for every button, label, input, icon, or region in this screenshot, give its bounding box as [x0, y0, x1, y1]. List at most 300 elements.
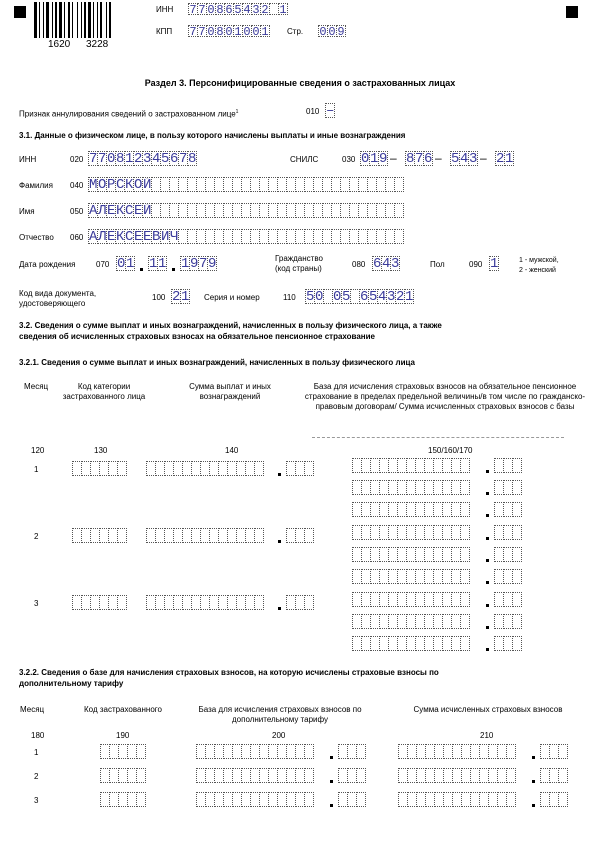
- barcode-bar: [106, 2, 107, 38]
- s322-heading-2: дополнительному тарифу: [19, 679, 124, 688]
- char-cell: 1: [279, 3, 287, 15]
- decimal-dot: [486, 559, 489, 562]
- char-cell: 1: [126, 256, 135, 271]
- char-cell: 2: [496, 151, 505, 166]
- s322-code-base: 200: [272, 731, 286, 740]
- insured-code-field[interactable]: [100, 768, 145, 783]
- char-cell: [304, 768, 314, 783]
- char-cell: Л: [98, 229, 107, 244]
- barcode-bar: [88, 2, 91, 38]
- decimal-dot: [486, 514, 489, 517]
- char-cell: В: [152, 229, 161, 244]
- decimal-dot: [486, 626, 489, 629]
- extra-sum-fraction-field[interactable]: [540, 792, 567, 807]
- base-integer-field[interactable]: [352, 569, 469, 584]
- char-cell: [460, 614, 470, 629]
- decimal-dot: [330, 756, 333, 759]
- name-field[interactable]: [88, 203, 403, 218]
- page-label: Стр.: [287, 27, 304, 36]
- sum-fraction-field[interactable]: [286, 528, 313, 543]
- corner-marker-right: [566, 6, 578, 18]
- char-cell: Е: [143, 229, 152, 244]
- s321-code-base: 150/160/170: [428, 446, 473, 455]
- doc-field[interactable]: [171, 289, 189, 304]
- char-cell: 8: [216, 3, 224, 15]
- sex-hint-1: 1 - мужской,: [519, 257, 559, 264]
- base-fraction-field[interactable]: [494, 458, 521, 473]
- char-cell: [512, 569, 522, 584]
- char-cell: [136, 744, 146, 759]
- char-cell: [304, 744, 314, 759]
- char-cell: 4: [382, 256, 391, 271]
- char-cell: А: [89, 229, 98, 244]
- base-integer-field[interactable]: [352, 525, 469, 540]
- char-cell: 6: [225, 3, 233, 15]
- barcode-bar: [109, 2, 111, 38]
- char-cell: 6: [170, 151, 179, 166]
- category-code-field[interactable]: [72, 461, 126, 476]
- s322-col-month: Месяц: [20, 705, 45, 714]
- s321-col-category: Код категории застрахованного лица: [62, 382, 146, 401]
- sum-fraction-field[interactable]: [286, 595, 313, 610]
- base-fraction-field[interactable]: [494, 592, 521, 607]
- barcode-bar: [93, 2, 94, 38]
- month-row-label: 3: [34, 796, 39, 805]
- char-cell: [506, 792, 516, 807]
- s321-col-sum: Сумма выплат и иных вознаграждений: [189, 382, 271, 401]
- char-cell: 3: [469, 151, 478, 166]
- char-cell: К: [116, 229, 125, 244]
- barcode-bar: [72, 2, 73, 38]
- char-cell: Й: [143, 177, 152, 192]
- char-cell: [356, 768, 366, 783]
- base-integer-field[interactable]: [352, 458, 469, 473]
- extra-base-integer-field[interactable]: [196, 768, 313, 783]
- char-cell: 8: [406, 151, 415, 166]
- char-cell: [460, 458, 470, 473]
- char-cell: С: [116, 177, 125, 192]
- barcode-bar: [52, 2, 53, 38]
- char-cell: [304, 528, 314, 543]
- char-cell: 0: [361, 151, 370, 166]
- char-cell: 0: [117, 256, 126, 271]
- birth-dot-1: [140, 268, 143, 271]
- char-cell: [512, 614, 522, 629]
- doc-code: 100: [152, 293, 166, 302]
- char-cell: С: [125, 203, 134, 218]
- char-cell: [136, 792, 146, 807]
- snils-part-4[interactable]: [495, 151, 513, 166]
- char-cell: 7: [179, 151, 188, 166]
- char-cell: [558, 768, 568, 783]
- series-code: 110: [283, 293, 296, 302]
- barcode-bar: [84, 2, 86, 38]
- char-cell: [254, 595, 264, 610]
- char-cell: С: [125, 229, 134, 244]
- snils-part-3[interactable]: [450, 151, 477, 166]
- extra-base-integer-field[interactable]: [196, 792, 313, 807]
- char-cell: 3: [143, 151, 152, 166]
- series-field[interactable]: [305, 289, 413, 304]
- decimal-dot: [278, 607, 281, 610]
- char-cell: 0: [207, 25, 215, 37]
- barcode-bar: [39, 2, 40, 38]
- header-kpp-field[interactable]: [188, 25, 269, 37]
- char-cell: [304, 792, 314, 807]
- extra-base-fraction-field[interactable]: [338, 792, 365, 807]
- s322-code-code: 190: [116, 731, 130, 740]
- snils-part-2[interactable]: [405, 151, 432, 166]
- s322-col-base: База для исчисления страховых взносов по дополнительному тарифу: [198, 705, 362, 724]
- s32-heading-2: сведения об исчисленных страховых взносах на обязательное пенсионное страхование: [19, 332, 375, 341]
- char-cell: 0: [207, 3, 215, 15]
- char-cell: [356, 744, 366, 759]
- char-cell: 4: [152, 151, 161, 166]
- sex-field[interactable]: [489, 256, 498, 271]
- barcode-bar: [68, 2, 70, 38]
- category-code-field[interactable]: [72, 528, 126, 543]
- char-cell: [512, 636, 522, 651]
- sex-label: Пол: [430, 260, 445, 269]
- base-integer-field[interactable]: [352, 614, 469, 629]
- char-cell: 7: [199, 256, 208, 271]
- char-cell: 3: [387, 289, 396, 304]
- header-inn-label: ИНН: [156, 5, 174, 14]
- barcode-bar: [34, 2, 37, 38]
- char-cell: 5: [342, 289, 351, 304]
- extra-sum-fraction-field[interactable]: [540, 768, 567, 783]
- char-cell: 7: [189, 25, 197, 37]
- char-cell: [394, 177, 404, 192]
- snils-code: 030: [342, 155, 356, 164]
- decimal-dot: [486, 537, 489, 540]
- citizenship-field[interactable]: [372, 256, 399, 271]
- char-cell: [394, 229, 404, 244]
- month-row-label: 2: [34, 532, 39, 541]
- char-cell: Е: [134, 229, 143, 244]
- base-fraction-field[interactable]: [494, 547, 521, 562]
- snils-label: СНИЛС: [290, 155, 319, 164]
- month-row-label: 3: [34, 599, 39, 608]
- char-cell: О: [98, 177, 107, 192]
- decimal-dot: [532, 804, 535, 807]
- extra-base-fraction-field[interactable]: [338, 768, 365, 783]
- base-integer-field[interactable]: [352, 480, 469, 495]
- char-cell: 1: [505, 151, 514, 166]
- barcode-bar: [100, 2, 102, 38]
- char-cell: 3: [252, 3, 260, 15]
- char-cell: [558, 744, 568, 759]
- char-cell: [136, 768, 146, 783]
- base-fraction-field[interactable]: [494, 569, 521, 584]
- s32-heading-1: 3.2. Сведения о сумме выплат и иных вознаграждений, начисленных в пользу физического лица, а также: [19, 321, 442, 330]
- birth-month-field[interactable]: [148, 256, 166, 271]
- char-cell: 5: [306, 289, 315, 304]
- corner-marker-left: [14, 6, 26, 18]
- person-heading: 3.1. Данные о физическом лице, в пользу которого начислены выплаты и иные вознаграждения: [19, 131, 406, 140]
- barcode-bar: [43, 2, 44, 38]
- citizenship-code: 080: [352, 260, 366, 269]
- snils-part-1[interactable]: [360, 151, 387, 166]
- name-label: Имя: [19, 207, 35, 216]
- barcode-bar: [97, 2, 98, 38]
- char-cell: Л: [98, 203, 107, 218]
- char-cell: 1: [181, 256, 190, 271]
- char-cell: Е: [107, 203, 116, 218]
- char-cell: К: [116, 203, 125, 218]
- char-cell: Й: [143, 203, 152, 218]
- char-cell: 6: [360, 289, 369, 304]
- s321-col-month: Месяц: [24, 382, 49, 391]
- char-cell: [512, 525, 522, 540]
- base-fraction-field[interactable]: [494, 614, 521, 629]
- citizenship-label-2: (код страны): [275, 264, 322, 273]
- char-cell: 9: [337, 25, 345, 37]
- inn-field[interactable]: [88, 151, 196, 166]
- extra-sum-integer-field[interactable]: [398, 792, 515, 807]
- cancel-field[interactable]: [325, 103, 334, 118]
- sum-integer-field[interactable]: [146, 528, 263, 543]
- patronymic-code: 060: [70, 233, 84, 242]
- inn-code: 020: [70, 155, 84, 164]
- base-integer-field[interactable]: [352, 636, 469, 651]
- char-cell: 5: [161, 151, 170, 166]
- char-cell: [117, 461, 127, 476]
- char-cell: 2: [134, 151, 143, 166]
- char-cell: [512, 458, 522, 473]
- char-cell: 1: [490, 256, 499, 271]
- char-cell: Е: [107, 229, 116, 244]
- char-cell: [460, 480, 470, 495]
- char-cell: [512, 502, 522, 517]
- char-cell: Е: [134, 203, 143, 218]
- char-cell: [460, 592, 470, 607]
- char-cell: 4: [460, 151, 469, 166]
- char-cell: 2: [261, 3, 269, 15]
- s321-code-category: 130: [94, 446, 108, 455]
- base-fraction-field[interactable]: [494, 502, 521, 517]
- insured-code-field[interactable]: [100, 792, 145, 807]
- page-field[interactable]: [318, 25, 345, 37]
- char-cell: 7: [98, 151, 107, 166]
- insured-code-field[interactable]: [100, 744, 145, 759]
- char-cell: [512, 547, 522, 562]
- base-fraction-field[interactable]: [494, 480, 521, 495]
- char-cell: И: [161, 229, 170, 244]
- char-cell: [254, 461, 264, 476]
- barcode-bar: [77, 2, 78, 38]
- surname-code: 040: [70, 181, 84, 190]
- sum-fraction-field[interactable]: [286, 461, 313, 476]
- char-cell: [558, 792, 568, 807]
- char-cell: 1: [261, 25, 269, 37]
- char-cell: К: [125, 177, 134, 192]
- char-cell: [254, 528, 264, 543]
- sex-code: 090: [469, 260, 483, 269]
- base-integer-field[interactable]: [352, 592, 469, 607]
- char-cell: 1: [125, 151, 134, 166]
- citizenship-label-1: Гражданство: [275, 254, 323, 263]
- barcode-bar: [55, 2, 57, 38]
- patronymic-field[interactable]: [88, 229, 403, 244]
- char-cell: [117, 595, 127, 610]
- char-cell: 8: [188, 151, 197, 166]
- category-code-field[interactable]: [72, 595, 126, 610]
- char-cell: 1: [158, 256, 167, 271]
- extra-sum-fraction-field[interactable]: [540, 744, 567, 759]
- char-cell: 1: [405, 289, 414, 304]
- base-integer-field[interactable]: [352, 502, 469, 517]
- char-cell: 1: [181, 289, 190, 304]
- base-integer-field[interactable]: [352, 547, 469, 562]
- char-cell: 4: [243, 3, 251, 15]
- extra-base-fraction-field[interactable]: [338, 744, 365, 759]
- month-row-label: 2: [34, 772, 39, 781]
- decimal-dot: [278, 473, 281, 476]
- decimal-dot: [532, 756, 535, 759]
- barcode-number-right: 3228: [86, 39, 109, 50]
- char-cell: [460, 502, 470, 517]
- char-cell: [460, 547, 470, 562]
- char-cell: 5: [451, 151, 460, 166]
- s322-col-code: Код застрахованного: [84, 705, 162, 714]
- char-cell: 0: [319, 25, 327, 37]
- decimal-dot: [486, 470, 489, 473]
- char-cell: 7: [198, 25, 206, 37]
- name-code: 050: [70, 207, 84, 216]
- decimal-dot: [486, 648, 489, 651]
- char-cell: [460, 525, 470, 540]
- char-cell: [394, 203, 404, 218]
- char-cell: [506, 768, 516, 783]
- char-cell: 1: [234, 25, 242, 37]
- char-cell: 7: [415, 151, 424, 166]
- char-cell: 7: [198, 3, 206, 15]
- char-cell: –: [326, 103, 335, 118]
- char-cell: 0: [107, 151, 116, 166]
- extra-sum-integer-field[interactable]: [398, 768, 515, 783]
- char-cell: [304, 595, 314, 610]
- barcode-number-left: 1620: [48, 39, 71, 50]
- decimal-dot: [486, 492, 489, 495]
- s322-col-sum: Сумма исчисленных страховых взносов: [413, 705, 563, 714]
- char-cell: 4: [378, 289, 387, 304]
- decimal-dot: [278, 540, 281, 543]
- barcode-bar: [64, 2, 65, 38]
- char-cell: О: [134, 177, 143, 192]
- char-cell: [460, 636, 470, 651]
- char-cell: 6: [373, 256, 382, 271]
- cancel-footnote: 1: [235, 109, 239, 115]
- char-cell: [356, 792, 366, 807]
- s321-col-base: База для исчисления страховых взносов на обязательное пенсионное страхование в пределах предельной величины/в том числе по гражданско-правовым договорам/ Сумма исчисленных страховых взносов с базы: [304, 382, 586, 411]
- char-cell: [506, 744, 516, 759]
- char-cell: [512, 592, 522, 607]
- char-cell: 0: [243, 25, 251, 37]
- char-cell: 7: [89, 151, 98, 166]
- char-cell: 0: [333, 289, 342, 304]
- cancel-label: Признак аннулирования сведений о застрахованном лице$^1$: [19, 109, 239, 119]
- doc-label-1: Код вида документа,: [19, 289, 97, 298]
- char-cell: [512, 480, 522, 495]
- char-cell: 0: [225, 25, 233, 37]
- char-cell: 2: [172, 289, 181, 304]
- birth-label: Дата рождения: [19, 260, 76, 269]
- char-cell: 9: [190, 256, 199, 271]
- header-inn-field[interactable]: [188, 3, 287, 15]
- char-cell: [304, 461, 314, 476]
- char-cell: 3: [391, 256, 400, 271]
- sex-hint-2: 2 - женский: [519, 267, 556, 274]
- decimal-dot: [532, 780, 535, 783]
- char-cell: 2: [396, 289, 405, 304]
- char-cell: 0: [315, 289, 324, 304]
- doc-label-2: удостоверяющего: [19, 299, 86, 308]
- char-cell: 0: [328, 25, 336, 37]
- base-fraction-field[interactable]: [494, 636, 521, 651]
- header-kpp-label: КПП: [156, 27, 173, 36]
- birth-dot-2: [172, 268, 175, 271]
- char-cell: 1: [149, 256, 158, 271]
- s321-heading: 3.2.1. Сведения о сумме выплат и иных вознаграждений, начисленных в пользу физического лица: [19, 358, 415, 367]
- s322-code-month: 180: [31, 731, 45, 740]
- birth-day-field[interactable]: [116, 256, 134, 271]
- char-cell: 1: [370, 151, 379, 166]
- s322-heading-1: 3.2.2. Сведения о базе для начисления страховых взносов, на которую исчислены страховые взносы по: [19, 668, 439, 677]
- section-title: Раздел 3. Персонифицированные сведения о застрахованных лицах: [144, 78, 456, 88]
- char-cell: Ч: [170, 229, 179, 244]
- series-label: Серия и номер: [204, 293, 260, 302]
- s321-code-month: 120: [31, 446, 45, 455]
- char-cell: 9: [379, 151, 388, 166]
- char-cell: 7: [189, 3, 197, 15]
- patronymic-label: Отчество: [19, 233, 54, 242]
- barcode-bar: [59, 2, 62, 38]
- decimal-dot: [330, 804, 333, 807]
- barcode-bar: [81, 2, 82, 38]
- barcode: [34, 2, 130, 38]
- char-cell: 5: [234, 3, 242, 15]
- decimal-dot: [330, 780, 333, 783]
- birth-year-field[interactable]: [180, 256, 216, 271]
- month-row-label: 1: [34, 748, 39, 757]
- sum-integer-field[interactable]: [146, 461, 263, 476]
- snils-dash-2: –: [435, 151, 442, 165]
- char-cell: 0: [252, 25, 260, 37]
- char-cell: 5: [369, 289, 378, 304]
- surname-field[interactable]: [88, 177, 403, 192]
- extra-base-integer-field[interactable]: [196, 744, 313, 759]
- sum-integer-field[interactable]: [146, 595, 263, 610]
- char-cell: 8: [116, 151, 125, 166]
- surname-label: Фамилия: [19, 181, 53, 190]
- cancel-code: 010: [306, 107, 320, 116]
- s321-code-sum: 140: [225, 446, 239, 455]
- inn-label: ИНН: [19, 155, 37, 164]
- extra-sum-integer-field[interactable]: [398, 744, 515, 759]
- decimal-dot: [486, 604, 489, 607]
- char-cell: А: [89, 203, 98, 218]
- snils-dash-1: –: [390, 151, 397, 165]
- month-row-label: 1: [34, 465, 39, 474]
- decimal-dot: [486, 581, 489, 584]
- char-cell: 8: [216, 25, 224, 37]
- barcode-bar: [46, 2, 49, 38]
- char-cell: [460, 569, 470, 584]
- char-cell: [117, 528, 127, 543]
- snils-dash-3: –: [480, 151, 487, 165]
- base-fraction-field[interactable]: [494, 525, 521, 540]
